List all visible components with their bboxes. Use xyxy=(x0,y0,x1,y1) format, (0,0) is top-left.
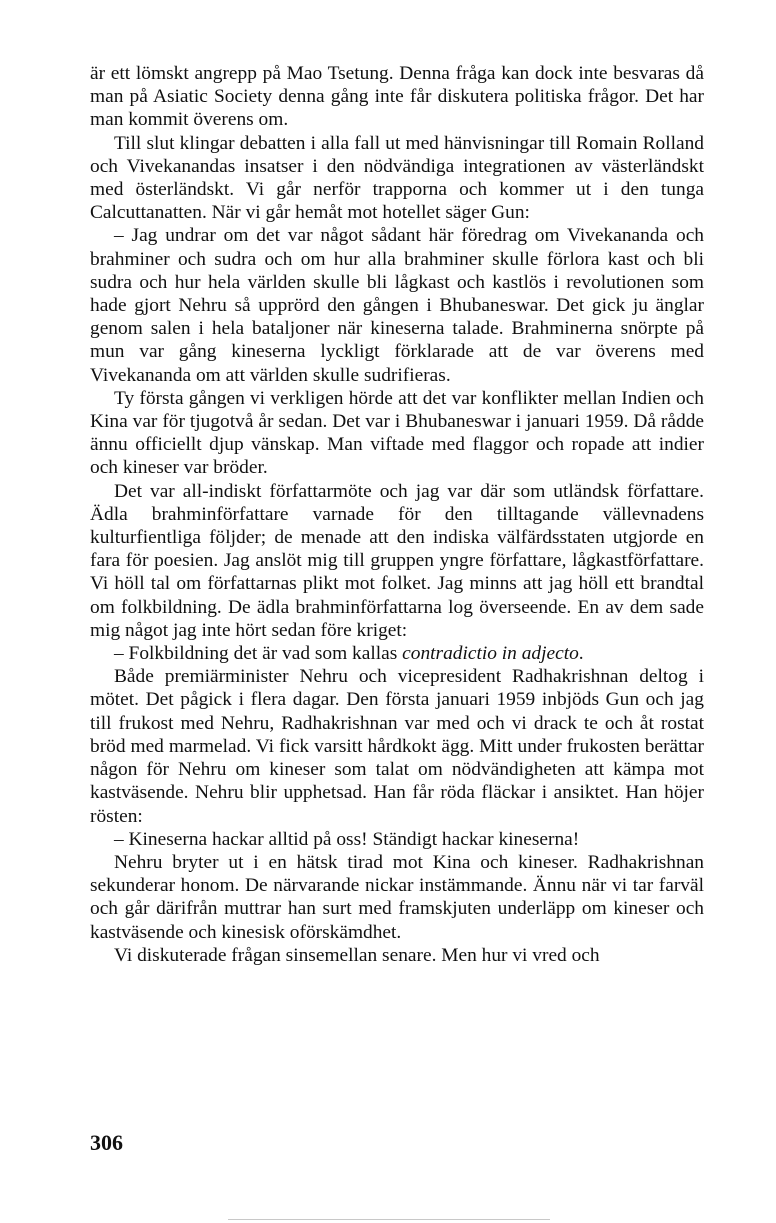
paragraph-7: Både premiärminister Nehru och vicepresident Radhakrishnan deltog i mötet. Det pågick i flera dagar. Den första januari 1959 inbjöds Gun och jag till frukost med Nehru, Radhakrishnan var med och vi drack te och åt rostat bröd med marmelad. Vi fick varsitt hårdkokt ägg. Mitt under frukosten berättar någon för Nehru om kineser som talat om nödvändigheten att kämpa mot kastväsende. Nehru blir upphetsad. Han får röda fläckar i ansiktet. Han höjer rösten: xyxy=(90,666,704,827)
paragraph-3-dialogue: – Jag undrar om det var något sådant här föredrag om Vivekananda och brahminer och sudra och om hur alla brahminer skulle förlora kast och bli sudra och hur hela världen skulle bli lågkast och kastlös i revolutionen som hade gjort Nehru så upprörd den gången i Bhubaneswar. Det gick ju änglar genom salen i hela bataljoner när kineserna talade. Brahminerna snörpte på mun var gång kineserna lyckligt förklarade att de var överens med Vivekananda om att världen skulle sudrifieras. xyxy=(90,225,704,386)
paragraph-6-dialogue xyxy=(90,642,704,665)
paragraph-9: Nehru bryter ut i en hätsk tirad mot Kina och kineser. Radhakrishnan sekunderar honom. De närvarande nickar instämmande. Ännu när vi tar farväl och går därifrån muttrar han surt med framskjuten underläpp om kineser och kastväsende och kinesisk oförskämdhet. xyxy=(90,851,704,943)
paragraph-2: Till slut klingar debatten i alla fall ut med hänvisningar till Romain Rolland och Vivekanandas insatser i den nödvändiga integrationen av västerländskt med österländskt. Vi går nerför trapporna och kommer ut i den tunga Calcuttanatten. När vi går hemåt mot hotellet säger Gun: xyxy=(90,132,704,224)
paragraph-5: Det var all-indiskt författarmöte och jag var där som utländsk författare. Ädla brahminförfattare varnade för den tilltagande vällevnadens kulturfientliga följder; de menade att den indiska välfärdsstaten utgjorde en fara för poesien. Jag anslöt mig till gruppen yngre författare, lågkastförfattare. Vi höll tal om författarnas plikt mot folket. Jag minns att jag höll ett brandtal om folkbildning. De ädla brahminförfattarna log överseende. En av dem sade mig något jag inte hört sedan före kriget: xyxy=(90,480,704,641)
bottom-edge-rule xyxy=(228,1219,550,1220)
page-number: 306 xyxy=(90,1130,123,1155)
paragraph-10: Vi diskuterade frågan sinsemellan senare. Men hur vi vred och xyxy=(114,944,600,966)
page-body xyxy=(90,62,704,967)
paragraph-8-dialogue: – Kineserna hackar alltid på oss! Ständigt hackar kineserna! xyxy=(114,828,580,850)
paragraph-6-latin-phrase: contradictio in adjecto xyxy=(402,643,579,665)
paragraph-1: är ett lömskt angrepp på Mao Tsetung. Denna fråga kan dock inte besvaras då man på Asiatic Society denna gång inte får diskutera politiska frågor. Det har man kommit överens om. xyxy=(90,63,704,131)
paragraph-4: Ty första gången vi verkligen hörde att det var konflikter mellan Indien och Kina var för tjugotvå år sedan. Det var i Bhubaneswar i januari 1959. Då rådde ännu officiellt djup vänskap. Man viftade med flaggor och ropade att indier och kineser var bröder. xyxy=(90,387,704,479)
paragraph-6-period: . xyxy=(578,643,584,665)
paragraph-6-text: – Folkbildning det är vad som kallas xyxy=(114,643,403,665)
